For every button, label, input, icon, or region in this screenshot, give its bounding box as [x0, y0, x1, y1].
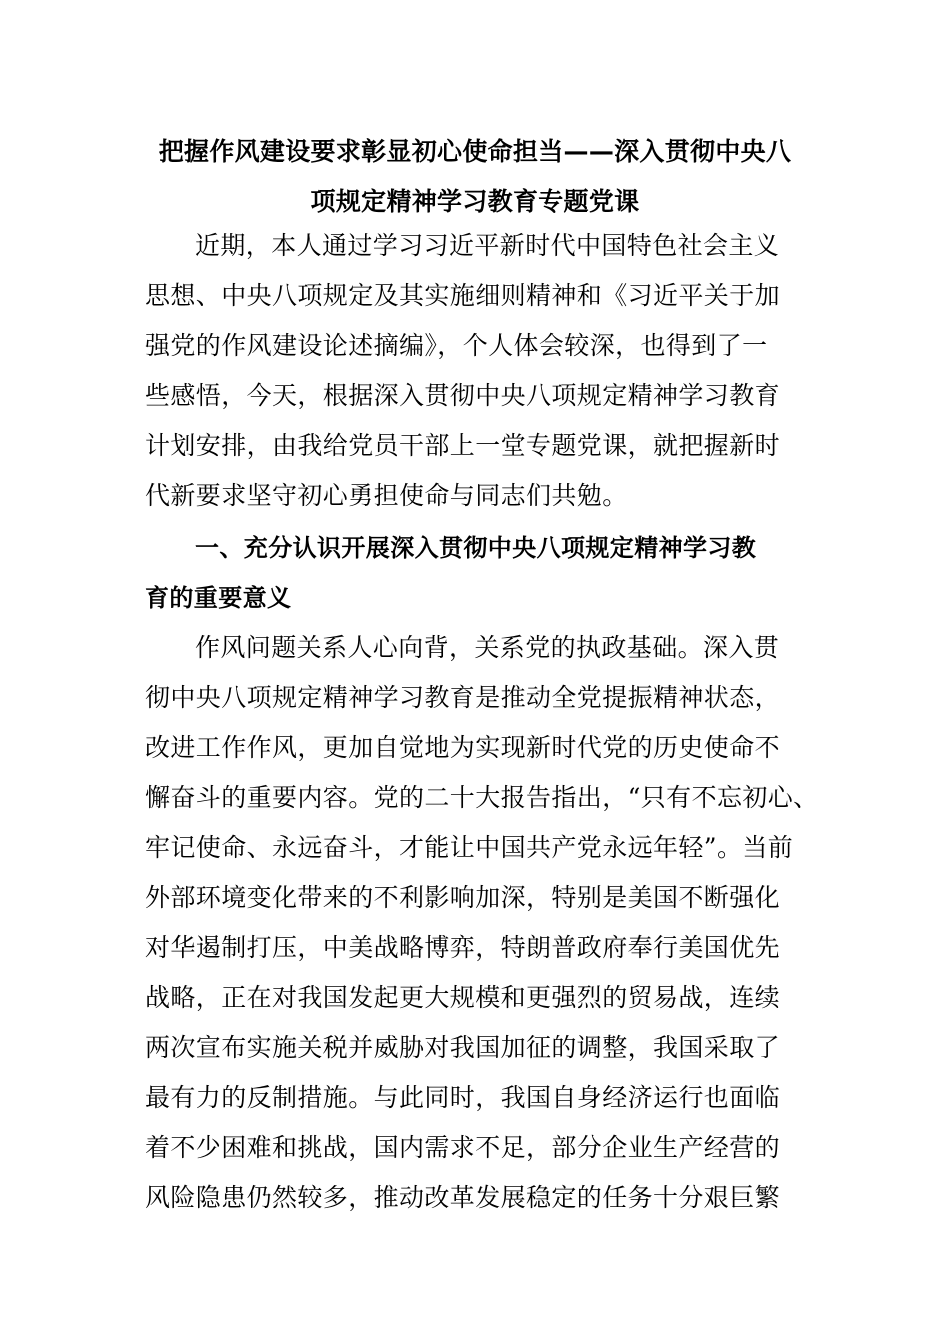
body-line: 着不少困难和挑战，国内需求不足，部分企业生产经营的	[145, 1133, 781, 1162]
intro-line: 些感悟，今天，根据深入贯彻中央八项规定精神学习教育	[145, 381, 781, 410]
body-line: 牢记使命、永远奋斗，才能让中国共产党永远年轻”。当前	[145, 833, 794, 862]
body-line: 懈奋斗的重要内容。党的二十大报告指出，“只有不忘初心、	[145, 783, 819, 812]
intro-line: 强党的作风建设论述摘编》，个人体会较深，也得到了一	[145, 331, 768, 360]
intro-line: 计划安排，由我给党员干部上一堂专题党课，就把握新时	[145, 431, 781, 460]
body-line: 最有力的反制措施。与此同时，我国自身经济运行也面临	[145, 1083, 781, 1112]
document-title-line-1: 把握作风建设要求彰显初心使命担当——深入贯彻中央八	[158, 137, 792, 166]
section-heading-line-1: 一、充分认识开展深入贯彻中央八项规定精神学习教	[195, 534, 757, 562]
intro-line: 代新要求坚守初心勇担使命与同志们共勉。	[145, 481, 628, 510]
body-line: 风险隐患仍然较多，推动改革发展稳定的任务十分艰巨繁	[145, 1183, 781, 1212]
body-line: 彻中央八项规定精神学习教育是推动全党提振精神状态，	[145, 683, 781, 712]
body-line: 战略，正在对我国发起更大规模和更强烈的贸易战，连续	[145, 983, 781, 1012]
document-title-line-2: 项规定精神学习教育专题党课	[310, 187, 640, 216]
body-line: 对华遏制打压，中美战略博弈，特朗普政府奉行美国优先	[145, 933, 781, 962]
body-line: 改进工作作风，更加自觉地为实现新时代党的历史使命不	[145, 733, 781, 762]
body-line: 外部环境变化带来的不利影响加深，特别是美国不断强化	[145, 883, 781, 912]
intro-line: 思想、中央八项规定及其实施细则精神和《习近平关于加	[145, 281, 781, 310]
body-line: 两次宣布实施关税并威胁对我国加征的调整，我国采取了	[145, 1033, 781, 1062]
intro-line: 近期，本人通过学习习近平新时代中国特色社会主义	[195, 231, 780, 260]
body-line: 作风问题关系人心向背，关系党的执政基础。深入贯	[195, 633, 780, 662]
section-heading-line-2: 育的重要意义	[145, 584, 292, 612]
